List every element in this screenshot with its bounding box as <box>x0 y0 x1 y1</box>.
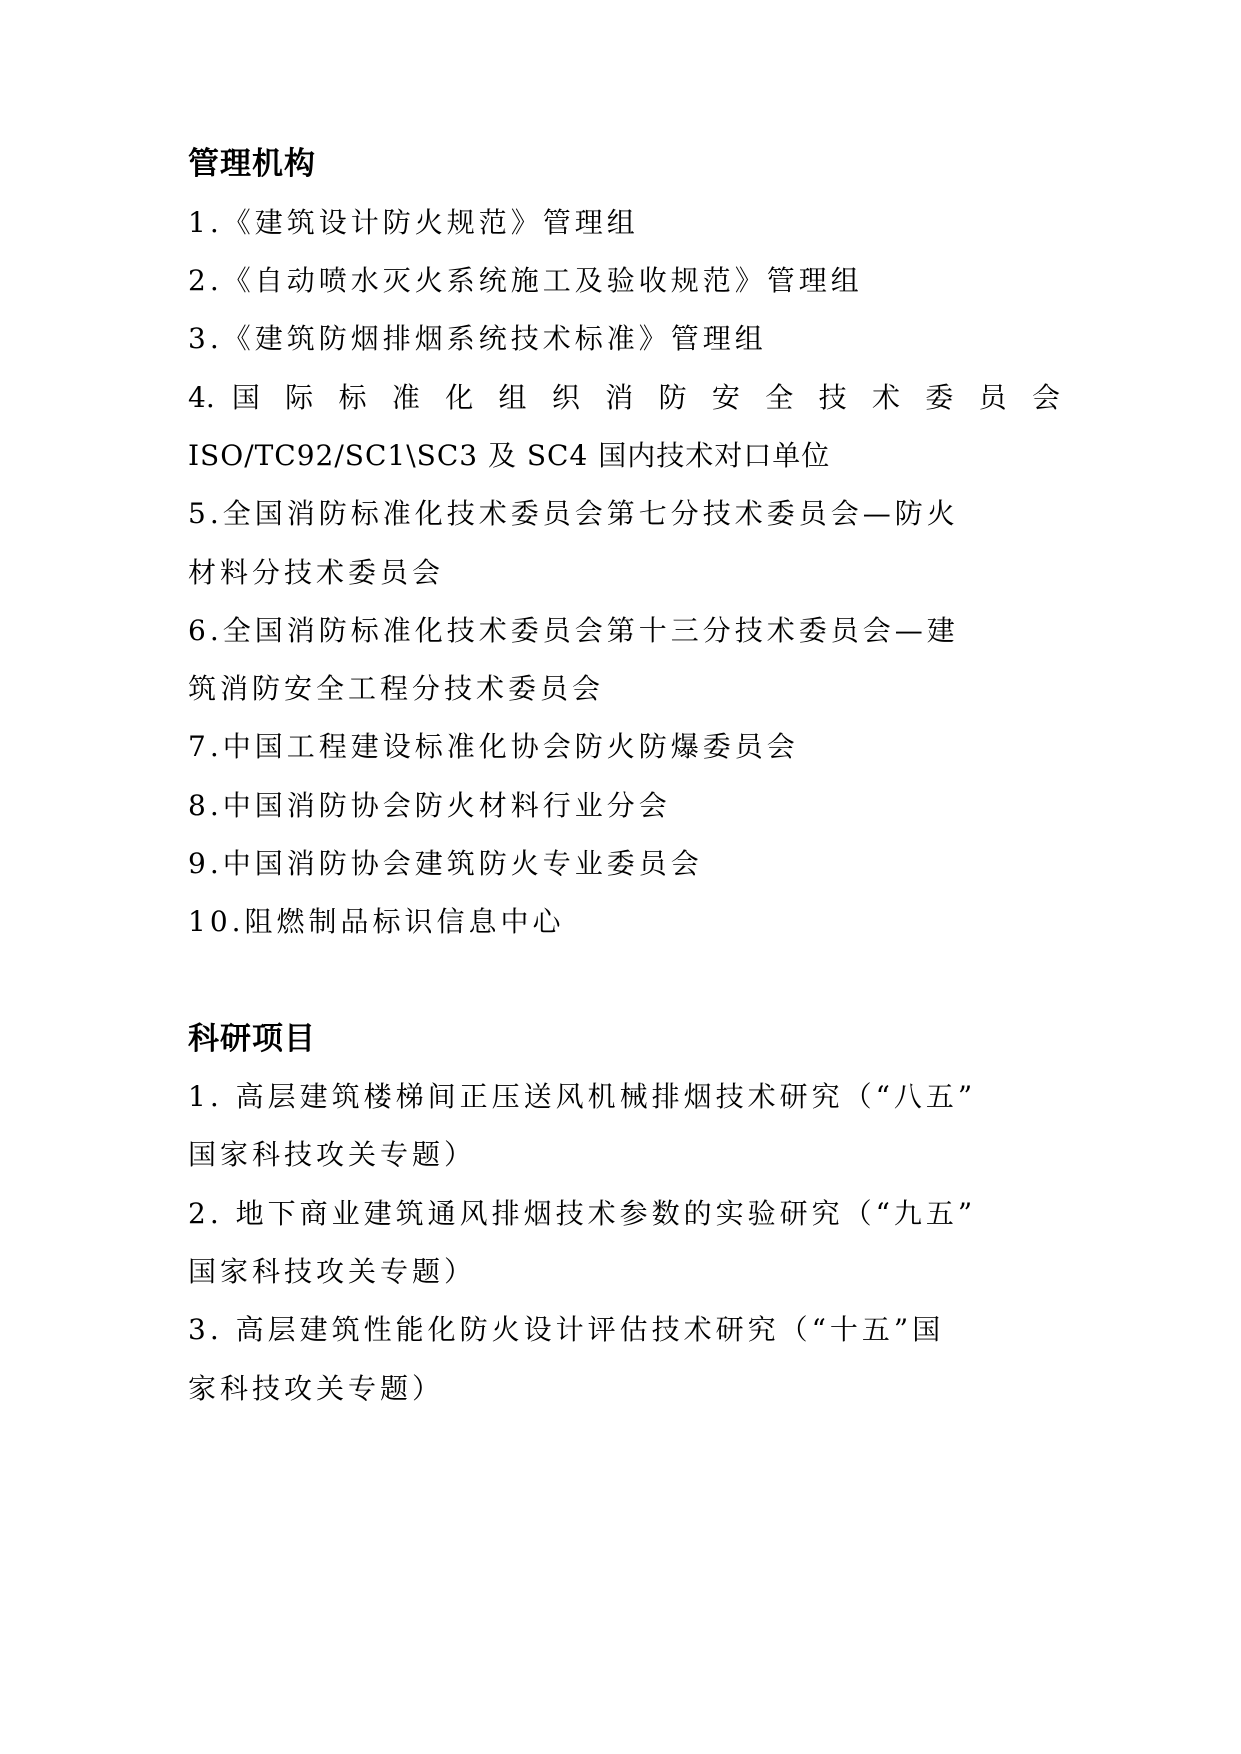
management-item-8: 8.中国消防协会防火材料行业分会 <box>188 789 671 822</box>
management-item-3: 3.《建筑防烟排烟系统技术标准》管理组 <box>188 322 767 355</box>
management-item-10: 10.阻燃制品标识信息中心 <box>188 905 565 938</box>
management-item-5-line-2: 材料分技术委员会 <box>188 556 445 589</box>
management-item-4-line-1: 4. 国 际 标 准 化 组 织 消 防 安 全 技 术 委 员 会 <box>188 381 1060 414</box>
research-item-1-line-1: 1. 高层建筑楼梯间正压送风机械排烟技术研究（“八五” <box>188 1080 977 1113</box>
management-item-2: 2.《自动喷水灭火系统施工及验收规范》管理组 <box>188 264 863 297</box>
research-item-3-line-1: 3. 高层建筑性能化防火设计评估技术研究（“十五”国 <box>188 1313 945 1346</box>
management-item-4-line-2: ISO/TC92/SC1\SC3 及 SC4 国内技术对口单位 <box>188 439 831 472</box>
management-item-9: 9.中国消防协会建筑防火专业委员会 <box>188 847 703 880</box>
section-heading-research: 科研项目 <box>188 1021 316 1057</box>
management-item-6-line-1: 6.全国消防标准化技术委员会第十三分技术委员会—建 <box>188 614 959 647</box>
management-item-7: 7.中国工程建设标准化协会防火防爆委员会 <box>188 730 799 763</box>
research-item-2-line-2: 国家科技攻关专题） <box>188 1255 477 1288</box>
research-item-1-line-2: 国家科技攻关专题） <box>188 1138 477 1171</box>
research-item-3-line-2: 家科技攻关专题） <box>188 1372 445 1405</box>
section-heading-management: 管理机构 <box>188 146 316 182</box>
management-item-5-line-1: 5.全国消防标准化技术委员会第七分技术委员会—防火 <box>188 497 959 530</box>
management-item-1: 1.《建筑设计防火规范》管理组 <box>188 206 639 239</box>
management-item-6-line-2: 筑消防安全工程分技术委员会 <box>188 672 605 705</box>
research-item-2-line-1: 2. 地下商业建筑通风排烟技术参数的实验研究（“九五” <box>188 1197 977 1230</box>
